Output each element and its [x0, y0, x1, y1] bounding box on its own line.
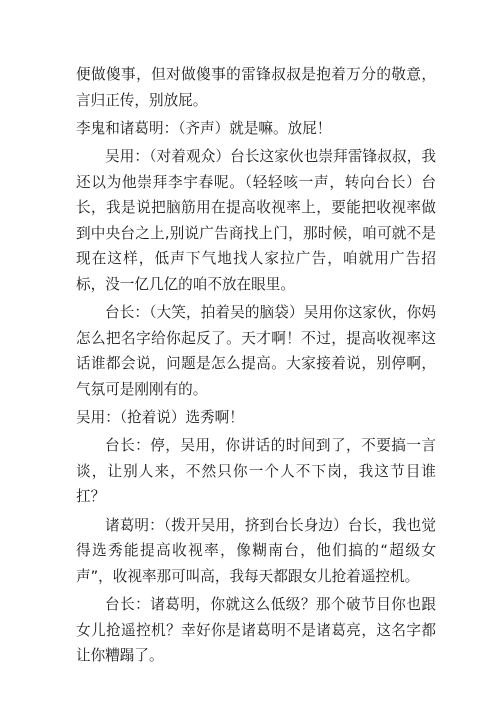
paragraph-4: 台长：（大笑，拍着吴的脑袋）吴用你这家伙，你妈怎么把名字给你起反了。天才啊！不过，提高收视率这话谁都会说，问题是怎么提高。大家接着说，别停啊，气氛可是刚刚有的。 [76, 304, 436, 398]
paragraph-6: 台长：停，吴用，你讲话的时间到了，不要搞一言谈，让别人来，不然只你一个人不下岗，我这节目谁扛？ [76, 437, 436, 506]
paragraph-3: 吴用：（对着观众）台长这家伙也崇拜雷锋叔叔，我还以为他崇拜李宇春呢。（轻轻咳一声，转向台长）台长，我是说把脑筋用在提高收视率上，要能把收视率做到中央台之上,别说广告商找上门，那时候，咱可就不是现在这样，低声下气地找人家拉广告，咱就用广告招标，没一亿几亿的咱不放在眼里。 [76, 147, 436, 293]
paragraph-1: 便做傻事，但对做傻事的雷锋叔叔是抱着万分的敬意，言归正传，别放屁。 [76, 66, 436, 109]
paragraph-2: 李鬼和诸葛明：（齐声）就是嘛。放屁！ [76, 119, 332, 137]
paragraph-8: 台长：诸葛明，你就这么低级？那个破节目你也跟女儿抢遥控机？幸好你是诸葛明不是诸葛亮，这名字都让你糟蹋了。 [76, 596, 436, 665]
script-text-body [76, 62, 436, 669]
paragraph-5: 吴用：（抢着说）选秀啊！ [76, 409, 244, 427]
paragraph-7: 诸葛明：（拨开吴用，挤到台长身边）台长，我也觉得选秀能提高收视率，像糊南台，他们搞的“超级女声”，收视率那可叫高，我每天都跟女儿抢着遥控机。 [76, 516, 436, 585]
